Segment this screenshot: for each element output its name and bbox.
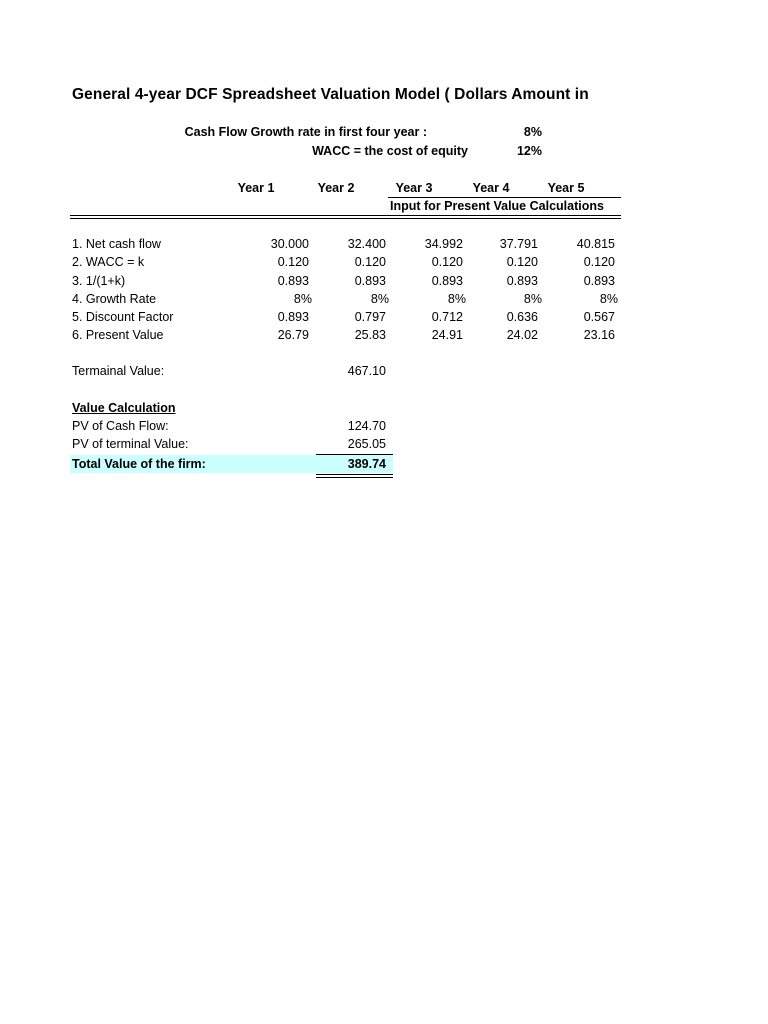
row-label-wacc: 2. WACC = k [72, 255, 145, 269]
year-header: Year 4 [472, 181, 510, 195]
total-value-label: Total Value of the firm: [72, 457, 206, 471]
pv-terminal-value[interactable]: 265.05 [347, 437, 386, 451]
table-cell[interactable]: 0.567 [583, 310, 615, 324]
table-cell[interactable]: 0.120 [431, 255, 463, 269]
input-section-header: Input for Present Value Calculations [390, 199, 604, 213]
table-cell[interactable]: 8% [447, 292, 466, 306]
table-cell[interactable]: 8% [523, 292, 542, 306]
table-cell[interactable]: 0.797 [354, 310, 386, 324]
table-cell[interactable]: 40.815 [576, 237, 615, 251]
table-cell[interactable]: 32.400 [347, 237, 386, 251]
value-calculation-heading: Value Calculation [72, 401, 176, 415]
table-cell[interactable]: 34.992 [424, 237, 463, 251]
row-label-inverse-1k: 3. 1/(1+k) [72, 274, 126, 288]
total-double-rule-top [316, 474, 393, 475]
year-header: Year 5 [547, 181, 585, 195]
page-title: General 4-year DCF Spreadsheet Valuation Model ( Dollars Amount in [72, 86, 589, 103]
terminal-value-label: Termainal Value: [72, 364, 165, 378]
table-cell[interactable]: 24.91 [431, 328, 463, 342]
terminal-value[interactable]: 467.10 [347, 364, 386, 378]
header-top-rule [388, 197, 621, 198]
table-cell[interactable]: 30.000 [270, 237, 309, 251]
table-cell[interactable]: 0.636 [506, 310, 538, 324]
table-cell[interactable]: 37.791 [499, 237, 538, 251]
table-cell[interactable]: 23.16 [583, 328, 615, 342]
table-cell[interactable]: 0.893 [277, 274, 309, 288]
total-double-rule-bottom [316, 477, 393, 478]
table-cell[interactable]: 0.893 [431, 274, 463, 288]
table-cell[interactable]: 0.712 [431, 310, 463, 324]
year-header: Year 1 [237, 181, 275, 195]
row-label-growth-rate: 4. Growth Rate [72, 292, 157, 306]
growth-rate-value[interactable]: 8% [523, 125, 542, 139]
table-cell[interactable]: 0.120 [354, 255, 386, 269]
table-cell[interactable]: 8% [293, 292, 312, 306]
table-cell[interactable]: 0.120 [583, 255, 615, 269]
table-cell[interactable]: 26.79 [277, 328, 309, 342]
table-cell[interactable]: 0.120 [506, 255, 538, 269]
total-value[interactable]: 389.74 [347, 457, 386, 471]
pv-cash-flow-label: PV of Cash Flow: [72, 419, 169, 433]
year-header: Year 3 [395, 181, 433, 195]
table-cell[interactable]: 0.120 [277, 255, 309, 269]
table-cell[interactable]: 8% [370, 292, 389, 306]
growth-rate-label: Cash Flow Growth rate in first four year : [184, 125, 427, 139]
table-cell[interactable]: 25.83 [354, 328, 386, 342]
pv-terminal-value-label: PV of terminal Value: [72, 437, 189, 451]
row-label-discount-factor: 5. Discount Factor [72, 310, 174, 324]
table-cell[interactable]: 0.893 [354, 274, 386, 288]
table-cell[interactable]: 0.893 [583, 274, 615, 288]
double-rule-bottom [70, 218, 621, 219]
table-cell[interactable]: 0.893 [277, 310, 309, 324]
pv-cash-flow-value[interactable]: 124.70 [347, 419, 386, 433]
year-header: Year 2 [317, 181, 355, 195]
table-cell[interactable]: 24.02 [506, 328, 538, 342]
row-label-net-cash-flow: 1. Net cash flow [72, 237, 161, 251]
wacc-label: WACC = the cost of equity [312, 144, 468, 158]
table-cell[interactable]: 0.893 [506, 274, 538, 288]
table-cell[interactable]: 8% [599, 292, 618, 306]
row-label-present-value: 6. Present Value [72, 328, 164, 342]
double-rule-top [70, 215, 621, 216]
wacc-value[interactable]: 12% [516, 144, 542, 158]
